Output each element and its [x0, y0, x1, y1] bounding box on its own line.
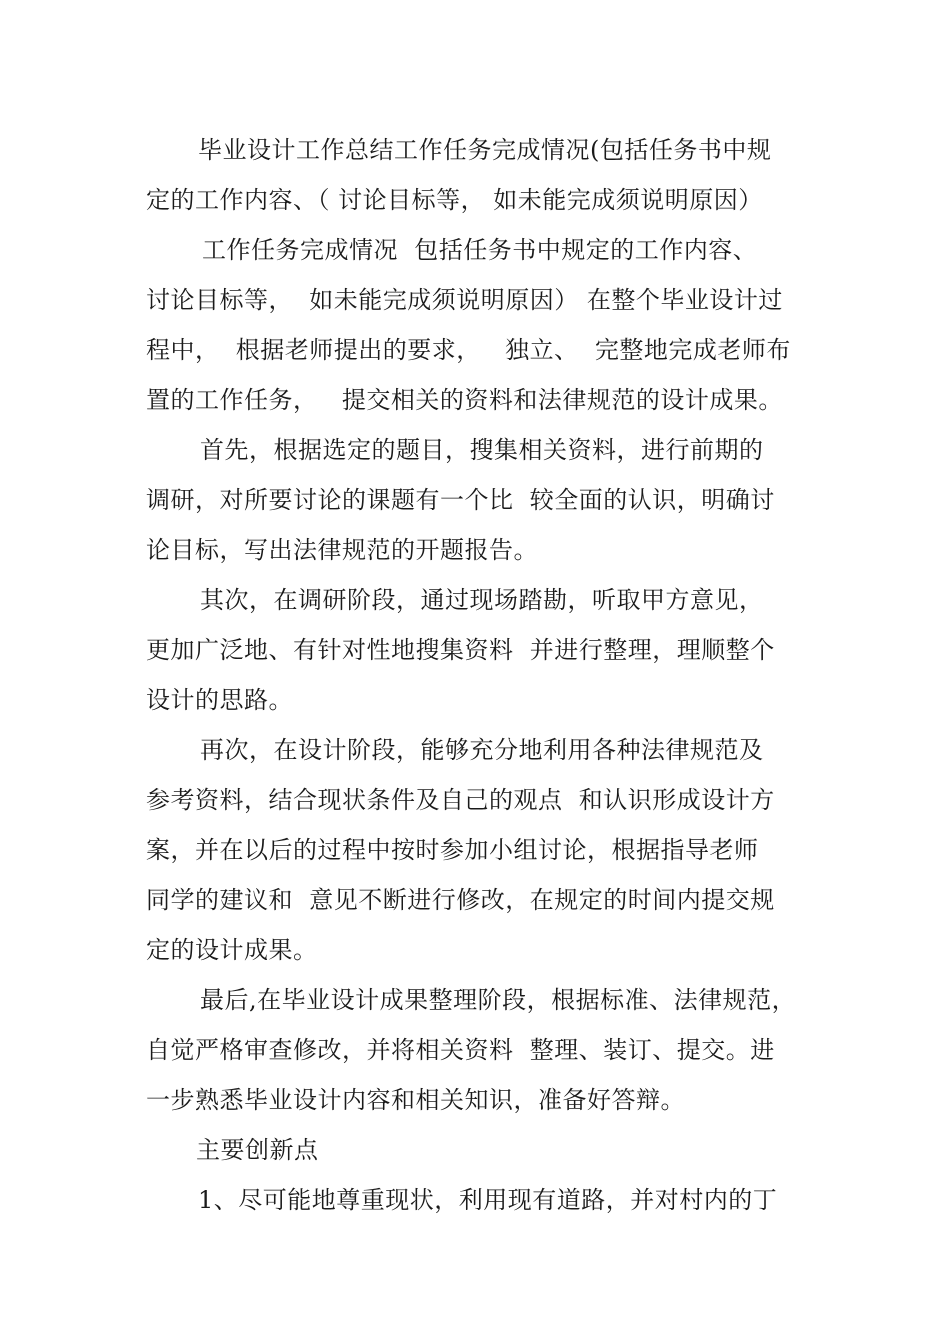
text-line: 程中， 根据老师提出的要求， 独立、 完整地完成老师布 — [146, 336, 791, 364]
text-line: 更加广泛地、有针对性地搜集资料 并进行整理，理顺整个 — [146, 636, 775, 664]
text-line: 首先，根据选定的题目，搜集相关资料，进行前期的 — [200, 436, 764, 464]
text-line: 定的工作内容、（ 讨论目标等， 如未能完成须说明原因） — [146, 186, 763, 214]
text-line: 同学的建议和 意见不断进行修改，在规定的时间内提交规 — [146, 886, 775, 914]
text-line: 最后,在毕业设计成果整理阶段，根据标准、法律规范， — [200, 986, 797, 1014]
section-heading: 主要创新点 — [196, 1136, 319, 1164]
text-line: 调研，对所要讨论的课题有一个比 较全面的认识，明确讨 — [146, 486, 775, 514]
text-line: 毕业设计工作总结工作任务完成情况(包括任务书中规 — [198, 136, 772, 164]
text-line: 自觉严格审查修改，并将相关资料 整理、装订、提交。进 — [146, 1036, 775, 1064]
text-line: 工作任务完成情况 包括任务书中规定的工作内容、 — [202, 236, 758, 264]
text-line: 参考资料，结合现状条件及自己的观点 和认识形成设计方 — [146, 786, 775, 814]
text-line: 其次，在调研阶段，通过现场踏勘，听取甲方意见， — [200, 586, 764, 614]
text-line: 再次，在设计阶段，能够充分地利用各种法律规范及 — [200, 736, 764, 764]
text-line: 1、尽可能地尊重现状，利用现有道路，并对村内的丁 — [198, 1186, 778, 1214]
text-line: 一步熟悉毕业设计内容和相关知识，准备好答辩。 — [146, 1086, 685, 1114]
text-line: 论目标，写出法律规范的开题报告。 — [146, 536, 538, 564]
text-line: 定的设计成果。 — [146, 936, 318, 964]
text-line: 置的工作任务， 提交相关的资料和法律规范的设计成果。 — [146, 386, 783, 414]
text-line: 设计的思路。 — [146, 686, 293, 714]
text-line: 讨论目标等， 如未能完成须说明原因） 在整个毕业设计过 — [146, 286, 783, 314]
text-line: 案，并在以后的过程中按时参加小组讨论，根据指导老师 — [146, 836, 759, 864]
